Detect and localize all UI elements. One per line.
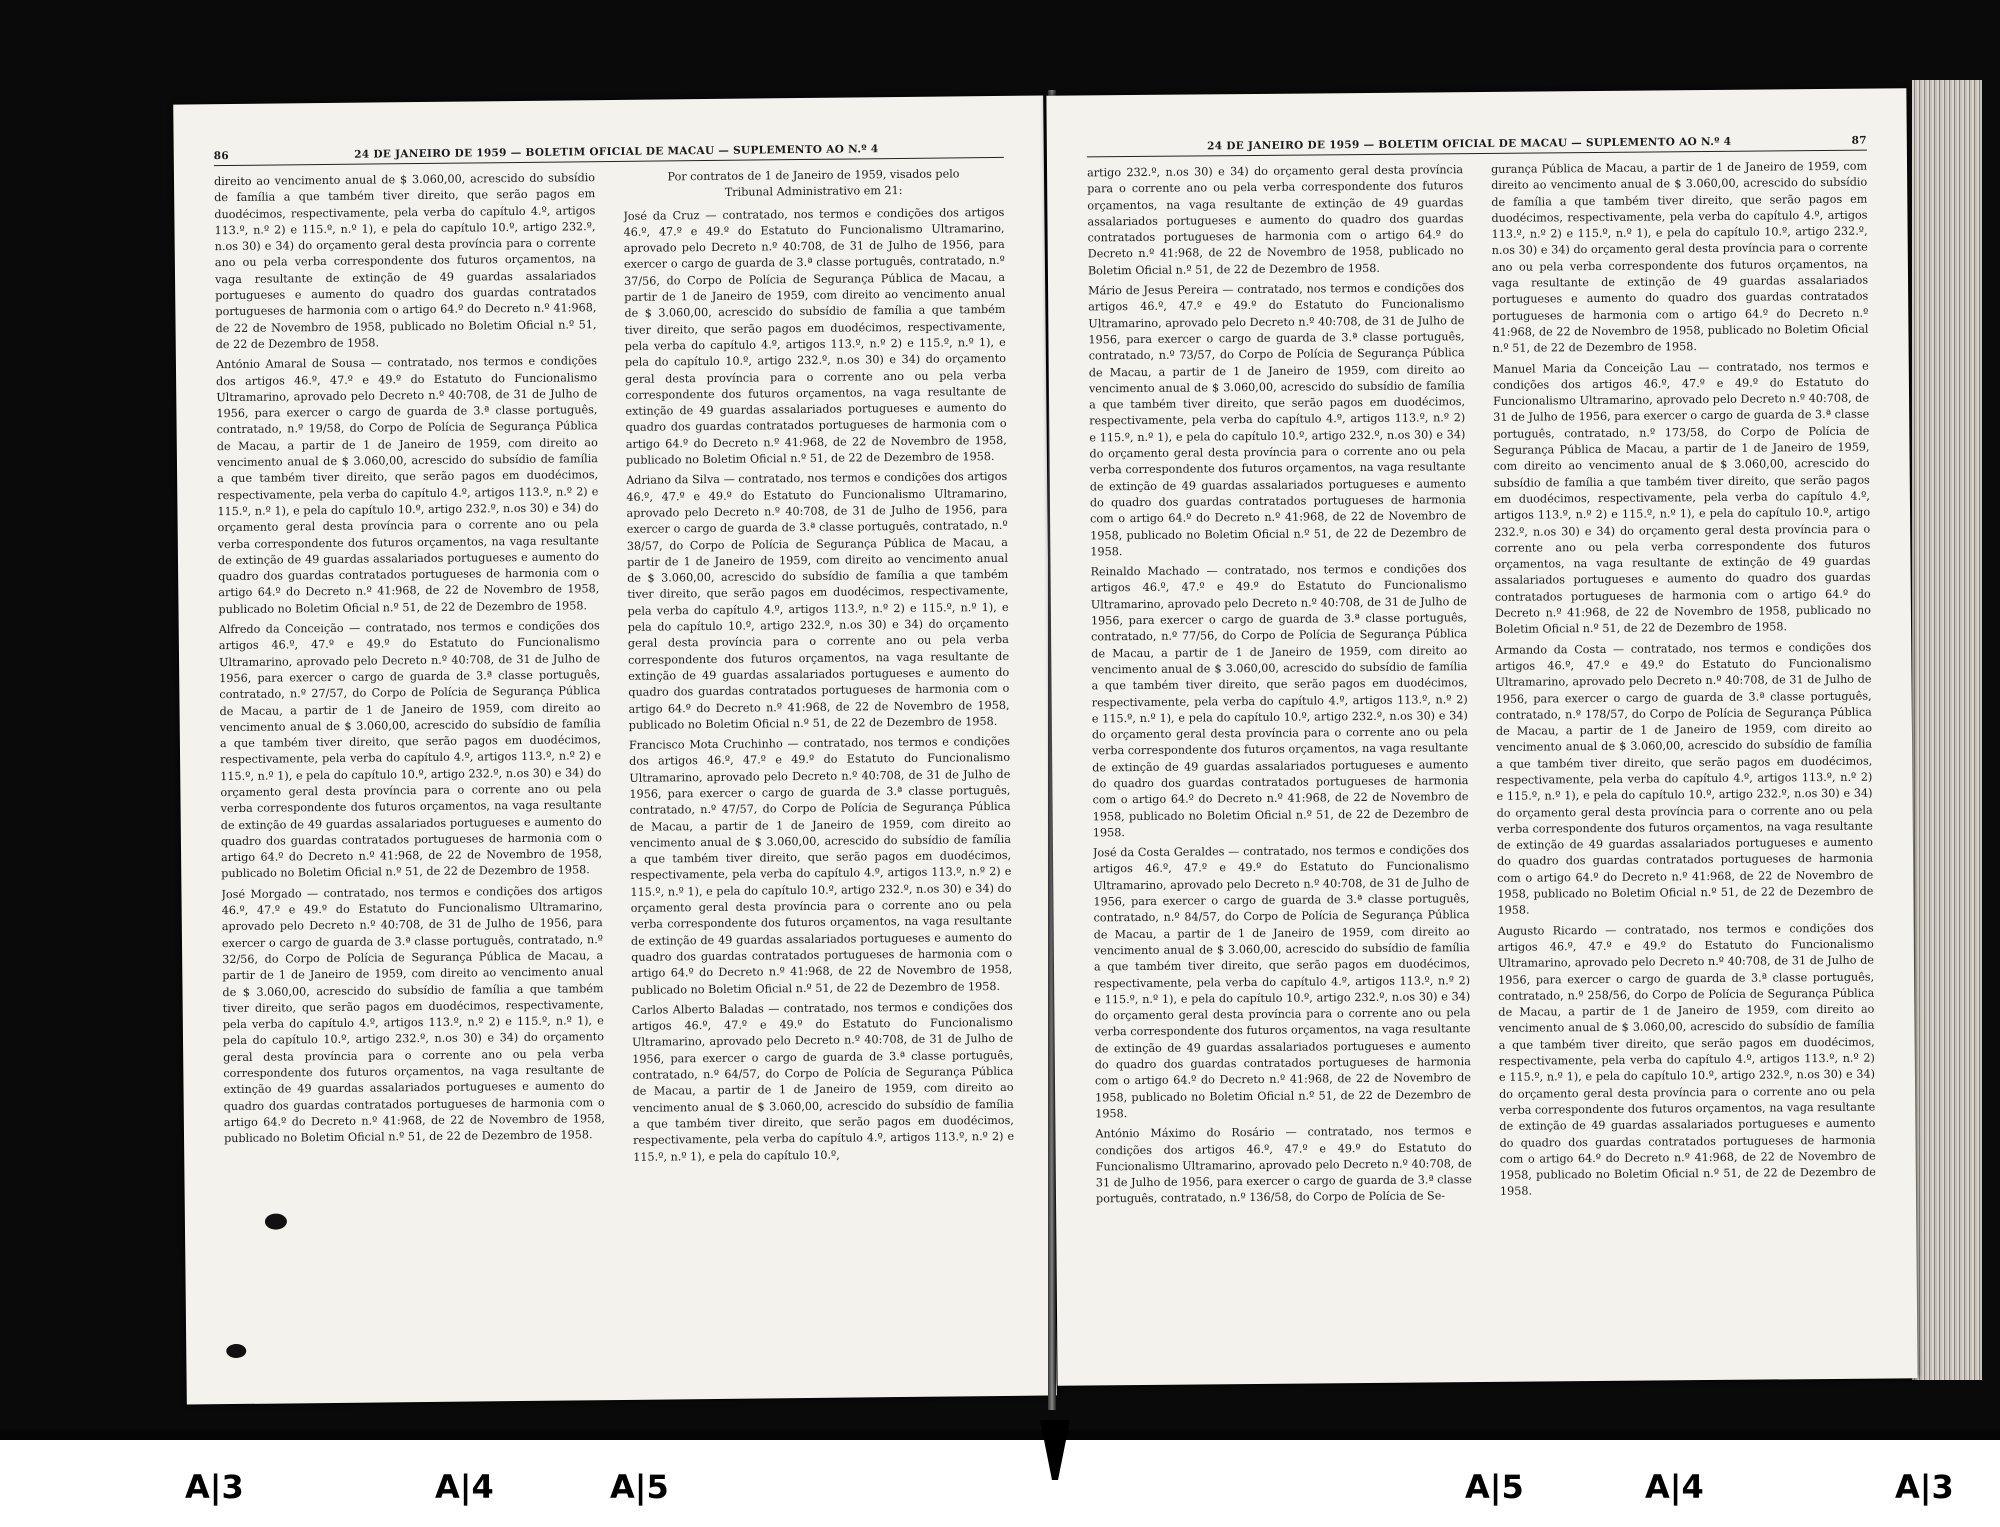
right-page-number: 87 xyxy=(1851,134,1867,147)
film-frame-label: A|3 xyxy=(185,1468,244,1506)
left-running-header xyxy=(214,134,1004,166)
book-page-edges xyxy=(1912,80,1982,1380)
paragraph: Manuel Maria da Conceição Lau — contratado, nos termos e condições dos artigos 46.º, 47.º e 49.º do Estatuto do Funcionalismo Ultramarino, aprovado pelo Decreto n.º 40:708, de 31 de Julho de 1956, para exercer o cargo de guarda de 3.ª classe português, contratado, n.º 173/58, do Corpo de Polícia de Segurança Pública de Macau, a partir de 1 de Janeiro de 1959, com direito ao vencimento anual de $ 3.060,00, acrescido do subsídio de família a que também tiver direito, que serão pagos em duodécimos, respectivamente, pela verba do capítulo 4.º, artigos 113.º, n.º 2) e 115.º, n.º 1), e pela do capítulo 10.º, artigo 232.º, n.os 30) e 34) do orçamento geral desta província para o corrente ano ou pela verba correspondente dos futuros orçamentos, na vaga resultante de extinção de 49 guardas assalariados portugueses e aumento do quadro dos guardas contratados portugueses de harmonia com o artigo 64.º do Decreto n.º 41:968, de 22 de Novembro de 1958, publicado no Boletim Oficial n.º 51, de 22 de Dezembro de 1958. xyxy=(1492,359,1871,637)
paragraph: Armando da Costa — contratado, nos termos e condições dos artigos 46.º, 47.º e 49.º do Estatuto do Funcionalismo Ultramarino, aprovado pelo Decreto n.º 40:708, de 31 de Julho de 1956, para exercer o cargo de guarda de 3.ª classe português, contratado, n.º 178/57, do Corpo de Polícia de Segurança Pública de Macau, a partir de 1 de Janeiro de 1959, com direito ao vencimento anual de $ 3.060,00, acrescido do subsídio de família a que também tiver direito, que serão pagos em duodécimos, respectivamente, pela verba do capítulo 4.º, artigos 113.º, n.º 2) e 115.º, n.º 1), e pela do capítulo 10.º, artigo 232.º, n.os 30) e 34) do orçamento geral desta província para o corrente ano ou pela verba correspondente dos futuros orçamentos, na vaga resultante de extinção de 49 guardas assalariados portugueses e aumento do quadro dos guardas contratados portugueses de harmonia com o artigo 64.º do Decreto n.º 41:968, de 22 de Novembro de 1958, publicado no Boletim Oficial n.º 51, de 22 de Dezembro de 1958. xyxy=(1495,640,1874,918)
film-frame-label: A|5 xyxy=(610,1468,669,1506)
paragraph: Augusto Ricardo — contratado, nos termos e condições dos artigos 46.º, 47.º e 49.º do Estatuto do Funcionalismo Ultramarino, aprovado pelo Decreto n.º 40:708, de 31 de Julho de 1956, para exercer o cargo de guarda de 3.ª classe português, contratado, n.º 258/56, do Corpo de Polícia de Segurança Pública de Macau, a partir de 1 de Janeiro de 1959, com direito ao vencimento anual de $ 3.060,00, acrescido do subsídio de família a que também tiver direito, que serão pagos em duodécimos, respectivamente, pela verba do capítulo 4.º, artigos 113.º, n.º 2) e 115.º, n.º 1), e pela do capítulo 10.º, artigo 232.º, n.os 30) e 34) do orçamento geral desta província para o corrente ano ou pela verba correspondente dos futuros orçamentos, na vaga resultante de extinção de 49 guardas assalariados portugueses e aumento do quadro dos guardas contratados portugueses de harmonia com o artigo 64.º do Decreto n.º 41:968, de 22 de Novembro de 1958, publicado no Boletim Oficial n.º 51, de 22 de Dezembro de 1958. xyxy=(1497,921,1876,1199)
paragraph: José Morgado — contratado, nos termos e condições dos artigos 46.º, 47.º e 49.º do Estatuto do Funcionalismo Ultramarino, aprovado pelo Decreto n.º 40:708, de 31 de Julho de 1956, para exercer o cargo de guarda de 3.ª classe português, contratado, n.º 32/56, do Corpo de Polícia de Segurança Pública de Macau, a partir de 1 de Janeiro de 1959, com direito ao vencimento anual de $ 3.060,00, acrescido do subsídio de família a que também tiver direito, que serão pagos em duodécimos, respectivamente, pela verba do capítulo 4.º, artigos 113.º, n.º 2) e 115.º, n.º 1), e pela do capítulo 10.º, artigo 232.º, n.os 30) e 34) do orçamento geral desta província para o corrente ano ou pela verba correspondente dos futuros orçamentos, na vaga resultante de extinção de 49 guardas assalariados portugueses e aumento do quadro dos guardas contratados portugueses de harmonia com o artigo 64.º do Decreto n.º 41:968, de 22 de Novembro de 1958, publicado no Boletim Oficial n.º 51, de 22 de Dezembro de 1958. xyxy=(221,883,605,1146)
paragraph: artigo 232.º, n.os 30) e 34) do orçamento geral desta província para o corrente ano ou pela verba correspondente dos futuros orçamentos, na vaga resultante de extinção de 49 guardas assalariados portugueses e aumento do quadro dos guardas contratados portugueses de harmonia com o artigo 64.º do Decreto n.º 41:968, de 22 de Novembro de 1958, publicado no Boletim Oficial n.º 51, de 22 de Dezembro de 1958. xyxy=(1087,163,1464,278)
intro-paragraph: Por contratos de 1 de Janeiro de 1959, visados pelo Tribunal Administrativo em 21: xyxy=(667,167,960,200)
left-header-title: 24 DE JANEIRO DE 1959 — BOLETIM OFICIAL DE MACAU — SUPLEMENTO AO N.º 4 xyxy=(354,143,879,161)
film-frame-label: A|3 xyxy=(1895,1468,1954,1506)
left-page-number: 86 xyxy=(213,150,230,163)
paragraph: António Amaral de Sousa — contratado, nos termos e condições dos artigos 46.º, 47.º e 49.º do Estatuto do Funcionalismo Ultramarino, aprovado pelo Decreto n.º 40:708, de 31 de Julho de 1956, para exercer o cargo de guarda de 3.ª classe português, contratado, n.º 19/58, do Corpo de Polícia de Segurança Pública de Macau, a partir de 1 de Janeiro de 1959, com direito ao vencimento anual de $ 3.060,00, acrescido do subsídio de família a que também tiver direito, que serão pagos em duodécimos, respectivamente, pela verba do capítulo 4.º, artigos 113.º, n.º 2) e 115.º, n.º 1), e pela do capítulo 10.º, artigo 232.º, n.os 30) e 34) do orçamento geral desta província para o corrente ano ou pela verba correspondente dos futuros orçamentos, na vaga resultante de extinção de 49 guardas assalariados portugueses e aumento do quadro dos guardas contratados portugueses de harmonia com o artigo 64.º do Decreto n.º 41:968, de 22 de Novembro de 1958, publicado no Boletim Oficial n.º 51, de 22 de Dezembro de 1958. xyxy=(215,354,600,616)
right-columns xyxy=(1087,159,1877,1346)
paragraph: Francisco Mota Cruchinho — contratado, nos termos e condições dos artigos 46.º, 47.º e 49.º do Estatuto do Funcionalismo Ultramarino, aprovado pelo Decreto n.º 40:708, de 31 de Julho de 1956, para exercer o cargo de guarda de 3.ª classe português, contratado, n.º 47/57, do Corpo de Polícia de Segurança Pública de Macau, a partir de 1 de Janeiro de 1959, com direito ao vencimento anual de $ 3.060,00, acrescido do subsídio de família a que também tiver direito, que serão pagos em duodécimos, respectivamente, pela verba do capítulo 4.º, artigos 113.º, n.º 2) e 115.º, n.º 1), e pela do capítulo 10.º, artigo 232.º, n.os 30) e 34) do orçamento geral desta província para o corrente ano ou pela verba correspondente dos futuros orçamentos, na vaga resultante de extinção de 49 guardas assalariados portugueses e aumento do quadro dos guardas contratados portugueses de harmonia com o artigo 64.º do Decreto n.º 41:968, de 22 de Novembro de 1958, publicado no Boletim Oficial n.º 51, de 22 de Dezembro de 1958. xyxy=(628,734,1013,997)
paragraph: direito ao vencimento anual de $ 3.060,00, acrescido do subsídio de família a que também tiver direito, que serão pagos em duodécimos, respectivamente, pela verba do capítulo 4.º, artigos 113.º, n.º 2) e 115.º, n.º 1), e pela do capítulo 10.º, artigo 232.º, n.os 30) e 34) do orçamento geral desta província para o corrente ano ou pela verba correspondente dos futuros orçamentos, na vaga resultante de extinção de 49 guardas assalariados portugueses e aumento do quadro dos guardas contratados portugueses de harmonia com o artigo 64.º do Decreto n.º 41:968, de 22 de Novembro de 1958, publicado no Boletim Oficial n.º 51, de 22 de Dezembro de 1958. xyxy=(213,171,597,352)
paragraph: Carlos Alberto Baladas — contratado, nos termos e condições dos artigos 46.º, 47.º e 49.º do Estatuto do Funcionalismo Ultramarino, aprovado pelo Decreto n.º 40:708, de 31 de Julho de 1956, para exercer o cargo de guarda de 3.ª classe português, contratado, n.º 64/57, do Corpo de Polícia de Segurança Pública de Macau, a partir de 1 de Janeiro de 1959, com direito ao vencimento anual de $ 3.060,00, acrescido do subsídio de família a que também tiver direito, que serão pagos em duodécimos, respectivamente, pela verba do capítulo 4.º, artigos 113.º, n.º 2) e 115.º, n.º 1), e pela do capítulo 10.º, xyxy=(631,999,1015,1164)
left-columns xyxy=(214,166,1016,1364)
paragraph: Mário de Jesus Pereira — contratado, nos termos e condições dos artigos 46.º, 47.º e 49.º do Estatuto do Funcionalismo Ultramarino, aprovado pelo Decreto n.º 40:708, de 31 de Julho de 1956, para exercer o cargo de guarda de 3.ª classe português, contratado, n.º 73/57, do Corpo de Polícia de Segurança Pública de Macau, a partir de 1 de Janeiro de 1959, com direito ao vencimento anual de $ 3.060,00, acrescido do subsídio de família a que também tiver direito, que serão pagos em duodécimos, respectivamente, pela verba do capítulo 4.º, artigos 113.º, n.º 2) e 115.º, n.º 1), e pela do capítulo 10.º, artigo 232.º, n.os 30) e 34) do orçamento geral desta província para o corrente ano ou pela verba correspondente dos futuros orçamentos, na vaga resultante de extinção de 49 guardas assalariados portugueses e aumento do quadro dos guardas contratados portugueses de harmonia com o artigo 64.º do Decreto n.º 41:968, de 22 de Novembro de 1958, publicado no Boletim Oficial n.º 51, de 22 de Dezembro de 1958. xyxy=(1088,281,1467,559)
right-header-title: 24 DE JANEIRO DE 1959 — BOLETIM OFICIAL DE MACAU — SUPLEMENTO AO N.º 4 xyxy=(1207,135,1732,153)
paragraph: José da Costa Geraldes — contratado, nos termos e condições dos artigos 46.º, 47.º e 49.º do Estatuto do Funcionalismo Ultramarino, aprovado pelo Decreto n.º 40:708, de 31 de Julho de 1956, para exercer o cargo de guarda de 3.ª classe português, contratado, n.º 84/57, do Corpo de Polícia de Segurança Pública de Macau, a partir de 1 de Janeiro de 1959, com direito ao vencimento anual de $ 3.060,00, acrescido do subsídio de família a que também tiver direito, que serão pagos em duodécimos, respectivamente, pela verba do capítulo 4.º, artigos 113.º, n.º 2) e 115.º, n.º 1), e pela do capítulo 10.º, artigo 232.º, n.os 30) e 34) do orçamento geral desta província para o corrente ano ou pela verba correspondente dos futuros orçamentos, na vaga resultante de extinção de 49 guardas assalariados portugueses e aumento do quadro dos guardas contratados portugueses de harmonia com o artigo 64.º do Decreto n.º 41:968, de 22 de Novembro de 1958, publicado no Boletim Oficial n.º 51, de 22 de Dezembro de 1958. xyxy=(1092,843,1472,1121)
left-page xyxy=(173,95,1057,1404)
right-running-header xyxy=(1087,127,1867,158)
left-column-2 xyxy=(623,166,1016,1360)
right-column-1 xyxy=(1087,162,1473,1345)
paragraph: gurança Pública de Macau, a partir de 1 de Janeiro de 1959, com direito ao vencimento anual de $ 3.060,00, acrescido do subsídio de família a que também tiver direito, que serão pagos em duodécimos, respectivamente, pela verba do capítulo 4.º, artigos 113.º, n.º 2) e 115.º, n.º 1), e pela do capítulo 10.º, artigo 232.º, n.os 30) e 34) do orçamento geral desta província para o corrente ano ou pela verba correspondente dos futuros orçamentos, na vaga resultante de extinção de 49 guardas assalariados portugueses e aumento do quadro dos guardas contratados portugueses de harmonia com o artigo 64.º do Decreto n.º 41:968, de 22 de Novembro de 1958, publicado no Boletim Oficial n.º 51, de 22 de Dezembro de 1958. xyxy=(1490,159,1869,356)
paragraph: António Máximo do Rosário — contratado, nos termos e condições dos artigos 46.º, 47.º e 49.º do Estatuto do Funcionalismo Ultramarino, aprovado pelo Decreto n.º 40:708, de 31 de Julho de 1956, para exercer o cargo de guarda de 3.ª classe português, contratado, n.º 136/58, do Corpo de Polícia de Se- xyxy=(1095,1124,1472,1206)
film-frame-label: A|4 xyxy=(435,1468,494,1506)
right-column-2 xyxy=(1491,159,1877,1342)
paragraph: Adriano da Silva — contratado, nos termos e condições dos artigos 46.º, 47.º e 49.º do Estatuto do Funcionalismo Ultramarino, aprovado pelo Decreto n.º 40:708, de 31 de Julho de 1956, para exercer o cargo de guarda de 3.ª classe português, contratado, n.º 38/57, do Corpo de Polícia de Segurança Pública de Macau, a partir de 1 de Janeiro de 1959, com direito ao vencimento anual de $ 3.060,00, acrescido do subsídio de família a que também tiver direito, que serão pagos em duodécimos, respectivamente, pela verba do capítulo 4.º, artigos 113.º, n.º 2) e 115.º, n.º 1), e pela do capítulo 10.º, artigo 232.º, n.os 30) e 34) do orçamento geral desta província para o corrente ano ou pela verba correspondente dos futuros orçamentos, na vaga resultante de extinção de 49 guardas assalariados portugueses e aumento do quadro dos guardas contratados portugueses de harmonia com o artigo 64.º do Decreto n.º 41:968, de 22 de Novembro de 1958, publicado no Boletim Oficial n.º 51, de 22 de Dezembro de 1958. xyxy=(626,470,1010,732)
left-column-1 xyxy=(214,170,607,1364)
paragraph: Alfredo da Conceição — contratado, nos termos e condições dos artigos 46.º, 47.º e 49.º do Estatuto do Funcionalismo Ultramarino, aprovado pelo Decreto n.º 40:708, de 31 de Julho de 1956, para exercer o cargo de guarda de 3.ª classe português, contratado, n.º 27/57, do Corpo de Polícia de Segurança Pública de Macau, a partir de 1 de Janeiro de 1959, com direito ao vencimento anual de $ 3.060,00, acrescido do subsídio de família a que também tiver direito, que serão pagos em duodécimos, respectivamente, pela verba do capítulo 4.º, artigos 113.º, n.º 2) e 115.º, n.º 1), e pela do capítulo 10.º, artigo 232.º, n.os 30) e 34) do orçamento geral desta província para o corrente ano ou pela verba correspondente dos futuros orçamentos, na vaga resultante de extinção de 49 guardas assalariados portugueses e aumento do quadro dos guardas contratados portugueses de harmonia com o artigo 64.º do Decreto n.º 41:968, de 22 de Novembro de 1958, publicado no Boletim Oficial n.º 51, de 22 de Dezembro de 1958. xyxy=(218,619,603,881)
film-frame-label: A|4 xyxy=(1645,1468,1704,1506)
film-frame-label: A|5 xyxy=(1465,1468,1524,1506)
right-page xyxy=(1046,88,1917,1385)
paragraph: José da Cruz — contratado, nos termos e condições dos artigos 46.º, 47.º e 49.º do Estatuto do Funcionalismo Ultramarino, aprovado pelo Decreto n.º 40:708, de 31 de Julho de 1956, para exercer o cargo de guarda de 3.ª classe português, contratado, n.º 37/56, do Corpo de Polícia de Segurança Pública de Macau, a partir de 1 de Janeiro de 1959, com direito ao vencimento anual de $ 3.060,00, acrescido do subsídio de família a que também tiver direito, que serão pagos em duodécimos, respectivamente, pela verba do capítulo 4.º, artigos 113.º, n.º 2) e 115.º, n.º 1), e pela do capítulo 10.º, artigo 232.º, n.os 30) e 34) do orçamento geral desta província para o corrente ano ou pela verba correspondente dos futuros orçamentos, na vaga resultante de extinção de 49 guardas assalariados portugueses e aumento do quadro dos guardas contratados portugueses de harmonia com o artigo 64.º do Decreto n.º 41:968, de 22 de Novembro de 1958, publicado no Boletim Oficial n.º 51, de 22 de Dezembro de 1958. xyxy=(623,205,1007,467)
paragraph: Reinaldo Machado — contratado, nos termos e condições dos artigos 46.º, 47.º e 49.º do Estatuto do Funcionalismo Ultramarino, aprovado pelo Decreto n.º 40:708, de 31 de Julho de 1956, para exercer o cargo de guarda de 3.ª classe português, contratado, n.º 77/56, do Corpo de Polícia de Segurança Pública de Macau, a partir de 1 de Janeiro de 1959, com direito ao vencimento anual de $ 3.060,00, acrescido do subsídio de família a que também tiver direito, que serão pagos em duodécimos, respectivamente, pela verba do capítulo 4.º, artigos 113.º, n.º 2) e 115.º, n.º 1), e pela do capítulo 10.º, artigo 232.º, n.os 30) e 34) do orçamento geral desta província para o corrente ano ou pela verba correspondente dos futuros orçamentos, na vaga resultante de extinção de 49 guardas assalariados portugueses e aumento do quadro dos guardas contratados portugueses de harmonia com o artigo 64.º do Decreto n.º 41:968, de 22 de Novembro de 1958, publicado no Boletim Oficial n.º 51, de 22 de Dezembro de 1958. xyxy=(1090,562,1469,840)
